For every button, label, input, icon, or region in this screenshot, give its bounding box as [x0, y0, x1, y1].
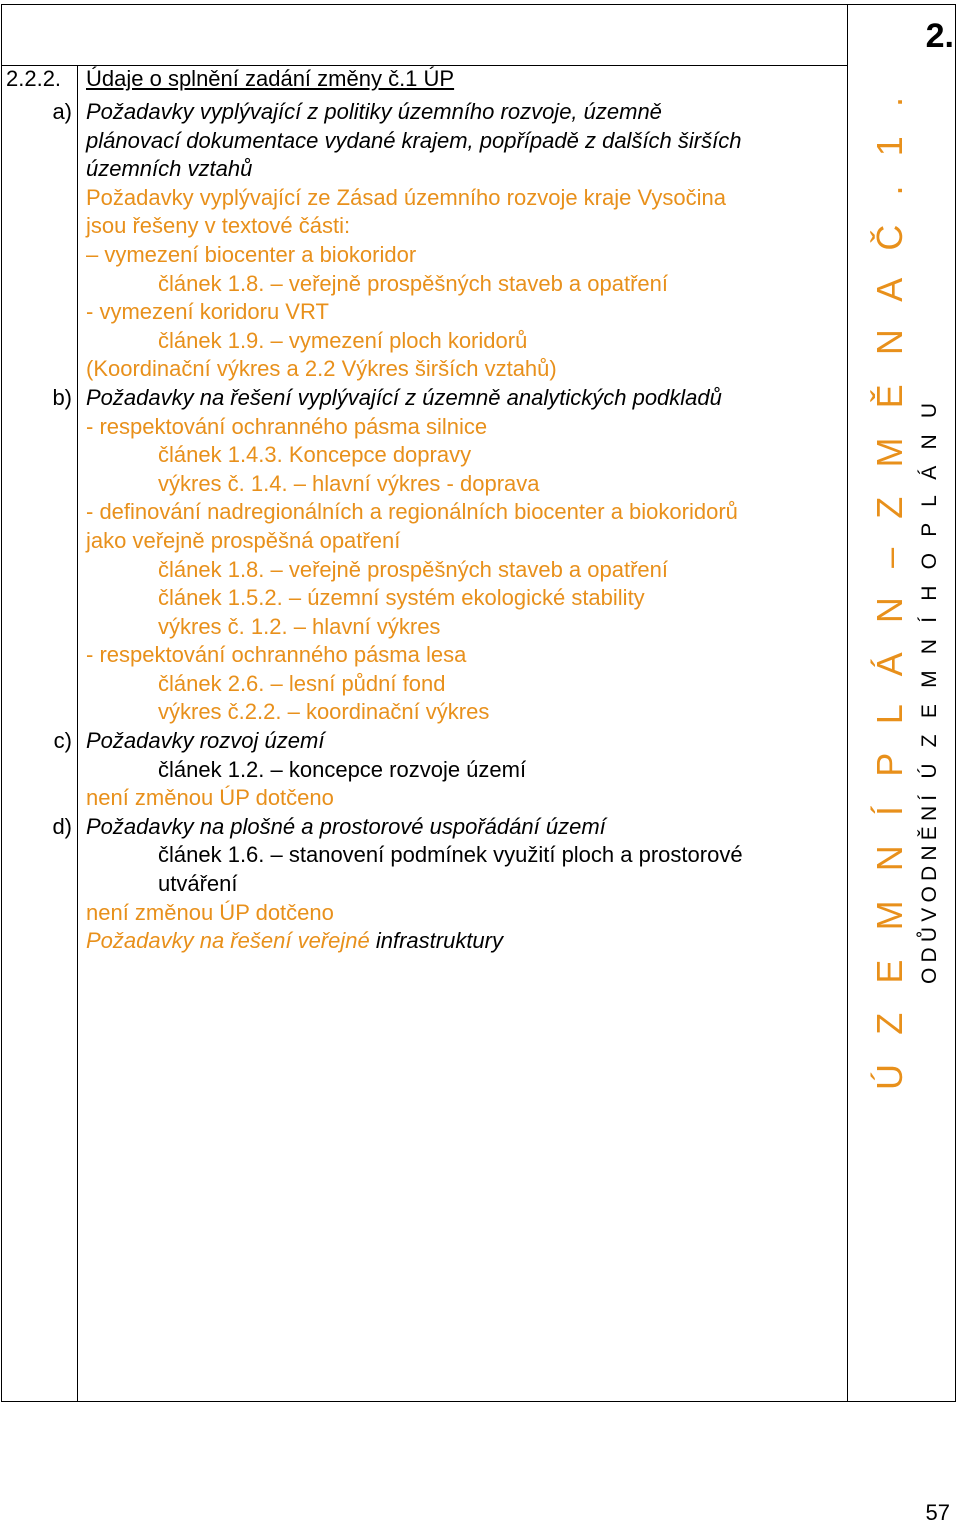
side-title-small: ODŮVODNĚNÍ Ú Z E M N Í H O P L Á N U	[918, 397, 941, 984]
text-line: článek 1.4.3. Koncepce dopravy	[158, 442, 472, 468]
text-line: článek 2.6. – lesní půdní fond	[158, 670, 446, 696]
text-line: výkres č. 1.4. – hlavní výkres - doprava	[158, 470, 540, 496]
text-line: územních vztahů	[86, 156, 253, 182]
label-column-divider	[77, 65, 78, 1402]
side-title-big: Ú Z E M N Í P L Á N – Z M Ě N A Č . 1 .	[869, 87, 910, 1090]
text-line: plánovací dokumentace vydané krajem, popřípadě z dalších širších	[86, 127, 742, 153]
text-line: článek 1.6. – stanovení podmínek využití ploch a prostorové	[158, 842, 743, 868]
text-line: Požadavky vyplývající ze Zásad územního rozvoje kraje Vysočina	[86, 184, 726, 210]
text-line: utváření	[158, 871, 238, 897]
text-line: není změnou ÚP dotčeno	[86, 899, 334, 925]
text-fragment: infrastruktury	[369, 928, 503, 954]
text-line: článek 1.2. – koncepce rozvoje území	[158, 756, 527, 782]
chapter-number: 2.	[925, 17, 954, 55]
text-line: (Koordinační výkres a 2.2 Výkres širších vztahů)	[86, 356, 557, 382]
text-line: výkres č. 1.2. – hlavní výkres	[158, 613, 441, 639]
text-fragment: Požadavky na řešení veřejné	[86, 928, 370, 954]
label-a: a)	[52, 99, 72, 124]
text-line: jsou řešeny v textové části:	[86, 213, 351, 239]
label-c: c)	[53, 728, 72, 753]
label-b: b)	[52, 385, 72, 410]
text-line: Požadavky vyplývající z politiky územního rozvoje, územně	[86, 99, 662, 124]
text-line: článek 1.5.2. – územní systém ekologické stability	[158, 585, 645, 611]
requirements-content	[86, 98, 836, 956]
text-line: - vymezení koridoru VRT	[86, 299, 329, 325]
text-line: Požadavky rozvoj území	[86, 728, 325, 754]
text-line	[86, 927, 836, 956]
text-line: není změnou ÚP dotčeno	[86, 785, 334, 811]
text-line: - respektování ochranného pásma silnice	[86, 413, 488, 439]
text-line: článek 1.8. – veřejně prospěšných staveb a opatření	[158, 270, 668, 296]
text-line: Požadavky na řešení vyplývající z územně analytických podkladů	[86, 384, 722, 410]
text-line: - respektování ochranného pásma lesa	[86, 642, 467, 668]
label-d: d)	[52, 814, 72, 839]
page-number: 57	[925, 1500, 950, 1525]
side-column-divider	[847, 4, 848, 1402]
text-line: - definování nadregionálních a regionálních biocenter a biokoridorů	[86, 499, 738, 525]
text-line: jako veřejně prospěšná opatření	[86, 527, 401, 553]
text-line: Požadavky na plošné a prostorové uspořádání území	[86, 813, 606, 839]
section-title: Údaje o splnění zadání změny č.1 ÚP	[86, 66, 455, 91]
text-line: výkres č.2.2. – koordinační výkres	[158, 699, 490, 725]
text-line: – vymezení biocenter a biokoridor	[86, 241, 417, 267]
section-number: 2.2.2.	[6, 66, 62, 91]
text-line: článek 1.8. – veřejně prospěšných staveb a opatření	[158, 556, 668, 582]
text-line: článek 1.9. – vymezení ploch koridorů	[158, 327, 528, 353]
